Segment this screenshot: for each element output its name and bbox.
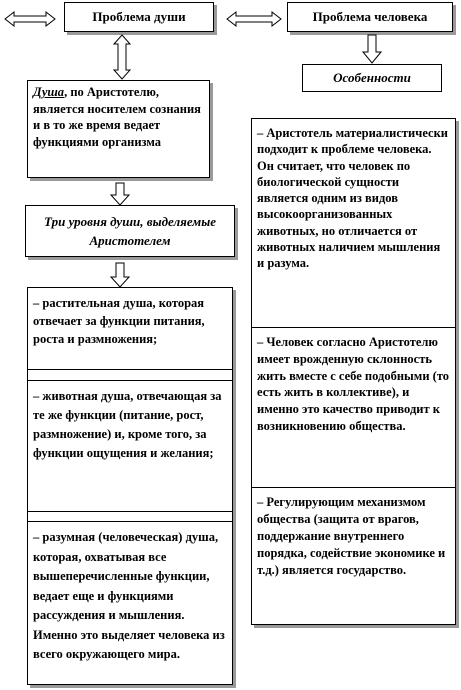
- list-item: – Человек согласно Аристотелю имеет врожденную склонность жить вместе с себе подобными (то есть жить в коллективе), и именно это качество приводит к возникновению общества.: [252, 327, 455, 477]
- down-arrow-icon: [110, 262, 130, 288]
- soul-levels-list: [27, 287, 233, 685]
- soul-definition-text: , по Аристотелю, является носителем сознания и в то же время ведает функциями организма: [33, 85, 201, 149]
- list-item: – Аристотель материалистически подходит к проблеме человека. Он считает, что человек по биологической сущности является одним из видов высокоорганизованных животных, но отличается от животных наличием мышления и разума.: [257, 126, 448, 271]
- double-arrow-icon: [4, 10, 56, 28]
- soul-problem-title: Проблема души: [64, 2, 214, 32]
- list-item: – растительная душа, которая отвечает за функции питания, роста и размножения;: [28, 288, 232, 370]
- soul-term: Душа: [33, 85, 65, 99]
- soul-levels-title: Три уровня души, выделяемые Аристотелем: [25, 205, 235, 257]
- double-arrow-icon: [226, 10, 282, 28]
- vertical-double-arrow-icon: [112, 34, 132, 80]
- human-problem-title: Проблема человека: [287, 2, 453, 32]
- soul-definition-box: [27, 80, 210, 178]
- list-item: – Регулирующим механизмом общества (защита от врагов, поддержание внутреннего порядка, содействие экономике и т.д.) является государство.: [252, 487, 455, 624]
- down-arrow-icon: [110, 182, 130, 206]
- list-item: – разумная (человеческая) душа, которая, охватывая все вышеперечисленные функции, ведает еще и функциями рассуждения и мышления. Именно это выделяет человека из всего окружающего мира.: [28, 521, 232, 684]
- features-list: [251, 118, 456, 625]
- list-item: – животная душа, отвечающая за те же функции (питание, рост, размножение) и, кроме того, за функции ощущения и желания;: [28, 380, 232, 512]
- down-arrow-icon: [362, 34, 382, 64]
- features-title: Особенности: [302, 64, 442, 92]
